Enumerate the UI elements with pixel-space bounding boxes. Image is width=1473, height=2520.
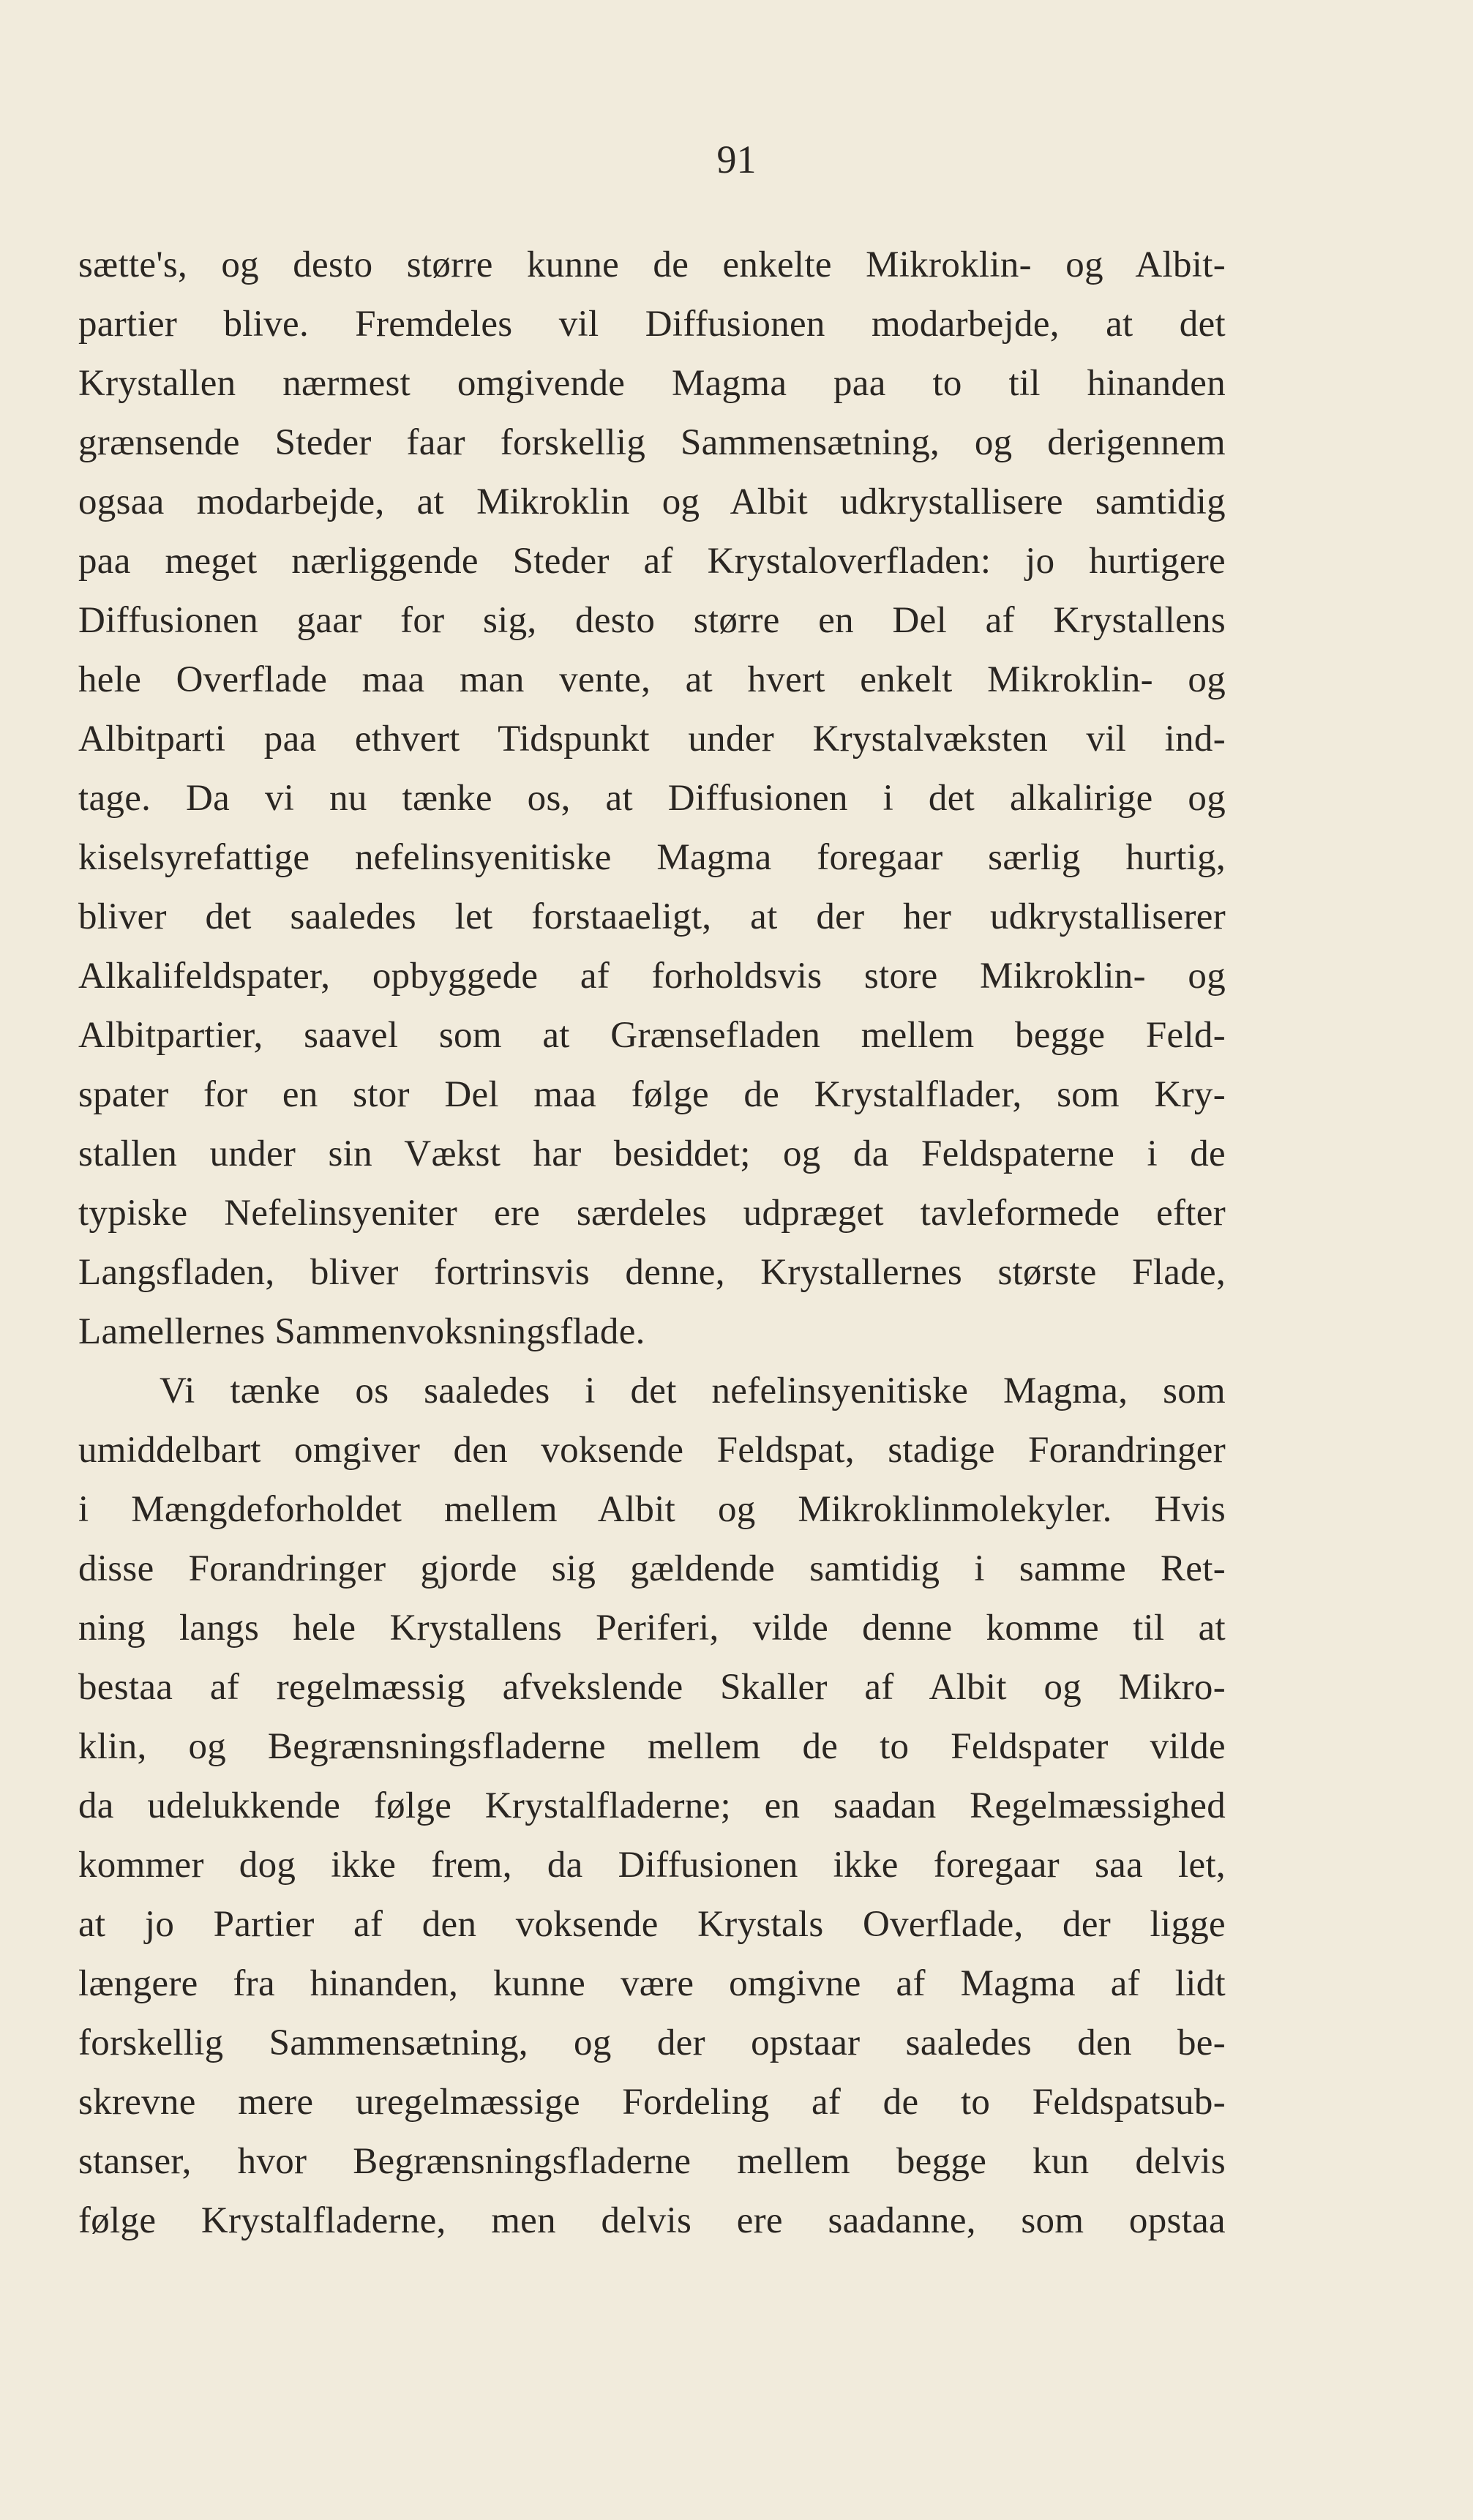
text-line: ning langs hele Krystallens Periferi, vilde denne komme til at [78, 1608, 1226, 1649]
text-line: hele Overflade maa man vente, at hvert enkelt Mikroklin- og [78, 659, 1226, 700]
text-line: skrevne mere uregelmæssige Fordeling af de to Feldspatsub- [78, 2082, 1226, 2123]
paragraph-end-line: Lamellernes Sammenvoksningsflade. [78, 1311, 645, 1352]
text-line: Diffusionen gaar for sig, desto større en Del af Krystallens [78, 600, 1226, 641]
text-line: længere fra hinanden, kunne være omgivne af Magma af lidt [78, 1963, 1226, 2004]
text-line: klin, og Begrænsningsfladerne mellem de to Feldspater vilde [78, 1726, 1226, 1767]
body-text [78, 236, 1226, 2251]
text-line: Albitpartier, saavel som at Grænsefladen mellem begge Feld- [78, 1015, 1226, 1056]
text-line: Krystallen nærmest omgivende Magma paa to til hinanden [78, 363, 1226, 404]
text-line: tage. Da vi nu tænke os, at Diffusionen i det alkalirige og [78, 778, 1226, 819]
paragraph-start-line: Vi tænke os saaledes i det nefelinsyenitiske Magma, som [160, 1370, 1226, 1411]
text-line: sætte's, og desto større kunne de enkelte Mikroklin- og Albit- [78, 244, 1226, 285]
text-line: spater for en stor Del maa følge de Krystalflader, som Kry- [78, 1074, 1226, 1115]
text-line: at jo Partier af den voksende Krystals Overflade, der ligge [78, 1904, 1226, 1945]
text-line: i Mængdeforholdet mellem Albit og Mikroklinmolekyler. Hvis [78, 1489, 1226, 1530]
text-line: paa meget nærliggende Steder af Krystaloverfladen: jo hurtigere [78, 541, 1226, 582]
text-line: bliver det saaledes let forstaaeligt, at der her udkrystalliserer [78, 896, 1226, 937]
text-line: disse Forandringer gjorde sig gældende samtidig i samme Ret- [78, 1548, 1226, 1589]
text-line: følge Krystalfladerne, men delvis ere saadanne, som opstaa [78, 2200, 1226, 2241]
text-line: da udelukkende følge Krystalfladerne; en saadan Regelmæssighed [78, 1785, 1226, 1826]
text-line: partier blive. Fremdeles vil Diffusionen modarbejde, at det [78, 304, 1226, 345]
text-line: kommer dog ikke frem, da Diffusionen ikke foregaar saa let, [78, 1845, 1226, 1886]
text-line: grænsende Steder faar forskellig Sammensætning, og derigennem [78, 422, 1226, 463]
page-number: 91 [716, 138, 757, 181]
text-line: forskellig Sammensætning, og der opstaar saaledes den be- [78, 2022, 1226, 2063]
text-line: bestaa af regelmæssig afvekslende Skaller af Albit og Mikro- [78, 1667, 1226, 1708]
text-line: Langsfladen, bliver fortrinsvis denne, Krystallernes største Flade, [78, 1252, 1226, 1293]
text-line: stanser, hvor Begrænsningsfladerne mellem begge kun delvis [78, 2141, 1226, 2182]
text-line: umiddelbart omgiver den voksende Feldspat, stadige Forandringer [78, 1430, 1226, 1471]
text-line: ogsaa modarbejde, at Mikroklin og Albit udkrystallisere samtidig [78, 481, 1226, 522]
text-line: Alkalifeldspater, opbyggede af forholdsvis store Mikroklin- og [78, 956, 1226, 997]
text-line: Albitparti paa ethvert Tidspunkt under Krystalvæksten vil ind- [78, 719, 1226, 760]
text-line: stallen under sin Vækst har besiddet; og da Feldspaterne i de [78, 1133, 1226, 1174]
text-line: typiske Nefelinsyeniter ere særdeles udpræget tavleformede efter [78, 1193, 1226, 1234]
text-line: kiselsyrefattige nefelinsyenitiske Magma foregaar særlig hurtig, [78, 837, 1226, 878]
